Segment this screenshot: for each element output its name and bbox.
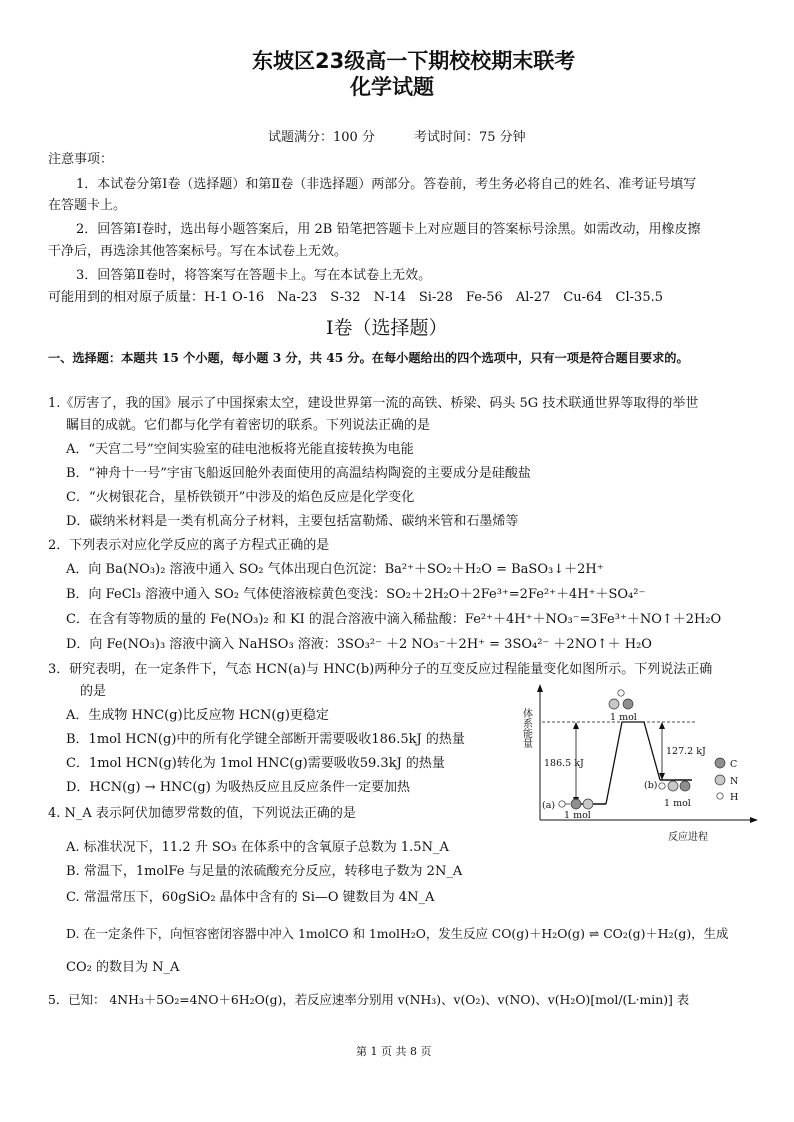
y-axis-label: 体系能量 — [520, 708, 532, 748]
section-title: Ⅰ卷（选择题） — [326, 317, 448, 339]
q1-stem-line-2: 瞩目的成就。它们都与化学有着密切的联系。下列说法正确的是 — [66, 418, 431, 433]
note-3: 3．回答第Ⅱ卷时，将答案写在答题卡上。写在本试卷上无效。 — [76, 268, 432, 283]
atomic-mass-list: 可能用到的相对原子质量：H-1 O-16 Na-23 S-32 N-14 Si-28 Fe-56 Al-27 Cu-64 Cl-35.5 — [48, 290, 663, 305]
section-instruction: 一、选择题：本题共 15 个小题，每小题 3 分，共 45 分。在每小题给出的四个选项中，只有一项是符合题目要求的。 — [48, 351, 689, 365]
q1-option-d: D．碳纳米材料是一类有机高分子材料，主要包括富勒烯、碳纳米管和石墨烯等 — [66, 514, 519, 529]
x-axis-label: 反应进程 — [668, 832, 708, 843]
note-2-line-1: 2．回答第Ⅰ卷时，选出每小题答案后，用 2B 铅笔把答题卡上对应题目的答案标号涂黑。如需改动，用橡皮擦 — [76, 222, 701, 237]
q2-option-a: A．向 Ba(NO₃)₂ 溶液中通入 SO₂ 气体出现白色沉淀：Ba²⁺＋SO₂＋H₂O = BaSO₃↓＋2H⁺ — [66, 562, 604, 577]
top-mol-label: 1 mol — [610, 712, 637, 723]
q2-option-c: C．在含有等物质的量的 Fe(NO₃)₂ 和 KI 的混合溶液中滴入稀盐酸：Fe²⁺＋4H⁺＋NO₃⁻=3Fe³⁺＋NO↑＋2H₂O — [66, 612, 722, 627]
left-energy-label: 186.5 kJ — [544, 758, 584, 769]
q3-stem-line-2: 的是 — [80, 684, 107, 699]
a-n-atom — [583, 799, 593, 809]
energy-diagram — [520, 680, 770, 850]
note-2-line-2: 干净后，再选涂其他答案标号。写在本试卷上无效。 — [48, 244, 348, 259]
note-1-line-2: 在答题卡上。 — [48, 198, 127, 213]
label-a: (a) — [542, 800, 556, 811]
q4-option-d-line-2: CO₂ 的数目为 N_A — [66, 960, 180, 975]
q4-option-c: C. 常温常压下，60gSiO₂ 晶体中含有的 Si—O 键数目为 4N_A — [66, 890, 435, 905]
b-h-atom — [659, 783, 665, 789]
energy-curve — [606, 722, 660, 804]
right-energy-label: 127.2 kJ — [666, 746, 706, 757]
notes-heading: 注意事项： — [48, 152, 114, 167]
legend-n-swatch — [715, 775, 725, 785]
a-h-atom — [559, 801, 565, 807]
q3-option-d: D．HCN(g) → HNC(g) 为吸热反应且反应条件一定要加热 — [66, 780, 410, 795]
q2-option-b: B．向 FeCl₃ 溶液中通入 SO₂ 气体使溶液棕黄色变浅：SO₂＋2H₂O＋2Fe³⁺=2Fe²⁺＋4H⁺＋SO₄²⁻ — [66, 587, 646, 602]
legend-c-label: C — [730, 759, 738, 770]
exam-subtitle: 化学试题 — [350, 75, 434, 99]
q5-stem: 5．已知： 4NH₃＋5O₂=4NO＋6H₂O(g)，若反应速率分别用 v(NH₃)、v(O₂)、v(NO)、v(H₂O)[mol/(L·min)] 表 — [48, 992, 690, 1007]
exam-title: 东坡区23级高一下期校校期末联考 — [252, 49, 576, 73]
a-mol-label: 1 mol — [564, 810, 591, 821]
q3-stem-line-1: 3．研究表明，在一定条件下，气态 HCN(a)与 HNC(b)两种分子的互变反应过程能量变化如图所示。下列说法正确 — [48, 662, 713, 677]
ts-h-atom — [618, 690, 624, 696]
label-b: (b) — [644, 780, 658, 791]
b-mol-label: 1 mol — [664, 798, 691, 809]
q4-option-d-line-1: D. 在一定条件下，向恒容密闭容器中冲入 1molCO 和 1molH₂O，发生反应 CO(g)＋H₂O(g) ⇌ CO₂(g)＋H₂(g)，生成 — [66, 926, 729, 941]
q2-stem: 2．下列表示对应化学反应的离子方程式正确的是 — [48, 538, 330, 553]
q1-option-c: C．“火树银花合，星桥铁锁开”中涉及的焰色反应是化学变化 — [66, 490, 415, 505]
x-axis-arrow — [750, 817, 758, 823]
q3-option-b: B．1mol HCN(g)中的所有化学键全部断开需要吸收186.5kJ 的热量 — [66, 732, 465, 747]
q3-option-c: C．1mol HCN(g)转化为 1mol HNC(g)需要吸收59.3kJ 的热量 — [66, 756, 445, 771]
exam-info: 试题满分：100 分 考试时间：75 分钟 — [268, 130, 526, 145]
legend-n-label: N — [730, 776, 739, 787]
arrow-right-head-top — [659, 722, 665, 729]
page-footer: 第 1 页 共 8 页 — [356, 1045, 432, 1058]
legend-h-swatch — [717, 793, 723, 799]
q3-option-a: A．生成物 HNC(g)比反应物 HCN(g)更稳定 — [66, 708, 329, 723]
ts-n-atom — [609, 699, 619, 709]
a-c-atom — [571, 799, 581, 809]
q1-option-b: B．“神舟十一号”宇宙飞船返回舱外表面使用的高温结构陶瓷的主要成分是硅酸盐 — [66, 466, 531, 481]
note-1-line-1: 1．本试卷分第Ⅰ卷（选择题）和第Ⅱ卷（非选择题）两部分。答卷前，考生务必将自己的姓名、准考证号填写 — [76, 177, 697, 192]
b-c-atom — [680, 781, 690, 791]
arrow-left-head-top — [573, 722, 579, 729]
q4-stem: 4. N_A 表示阿伏加德罗常数的值，下列说法正确的是 — [48, 806, 356, 821]
b-n-atom — [668, 781, 678, 791]
q4-option-b: B. 常温下，1molFe 与足量的浓硫酸充分反应，转移电子数为 2N_A — [66, 864, 463, 879]
legend-c-swatch — [715, 758, 725, 768]
q1-option-a: A．“天宫二号”空间实验室的硅电池板将光能直接转换为电能 — [66, 442, 414, 457]
q2-option-d: D．向 Fe(NO₃)₃ 溶液中滴入 NaHSO₃ 溶液：3SO₃²⁻ ＋2 NO₃⁻＋2H⁺ = 3SO₄²⁻ ＋2NO↑＋ H₂O — [66, 637, 652, 652]
q1-stem-line-1: 1.《厉害了，我的国》展示了中国探索太空，建设世界第一流的高铁、桥梁、码头 5G 技术联通世界等取得的举世 — [48, 396, 699, 411]
q4-option-a: A. 标准状况下，11.2 升 SO₃ 在体系中的含氧原子总数为 1.5N_A — [66, 840, 449, 855]
legend-h-label: H — [730, 792, 739, 803]
ts-c-atom — [623, 699, 633, 709]
y-axis-arrow — [537, 684, 543, 692]
